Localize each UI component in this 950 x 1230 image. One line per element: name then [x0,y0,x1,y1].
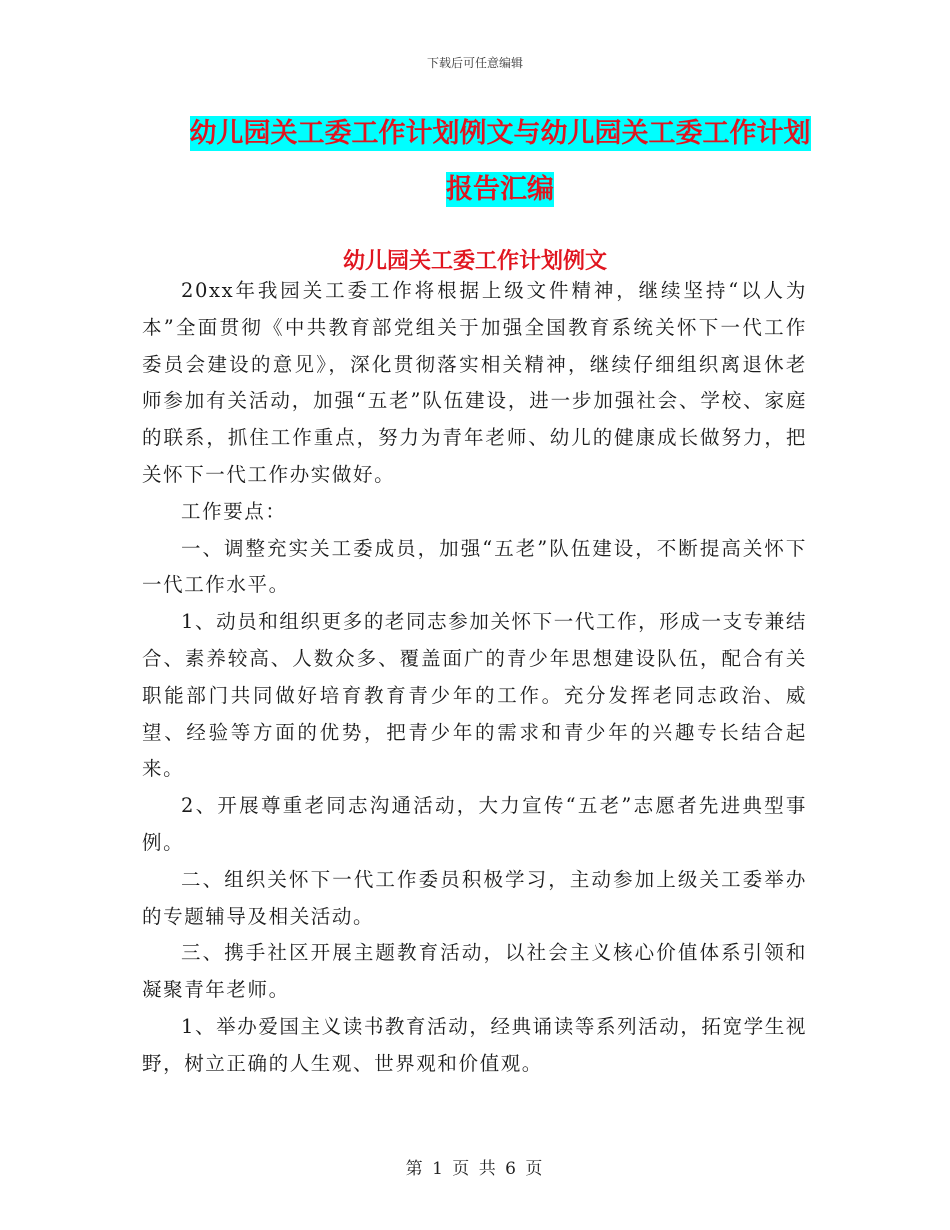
document-title-line-2: 报告汇编 [446,174,554,205]
paragraph: 1、动员和组织更多的老同志参加关怀下一代工作，形成一支专兼结合、素养较高、人数众多、覆盖面广的青少年思想建设队伍，配合有关职能部门共同做好培育教育青少年的工作。充分发挥老同志政治、威望、经验等方面的优势，把青少年的需求和青少年的兴趣专长结合起来。 [142,610,807,781]
document-title-line-1: 幼儿园关工委工作计划例文与幼儿园关工委工作计划 [189,118,811,149]
document-title [140,106,860,218]
paragraph: 1、举办爱国主义读书教育活动，经典诵读等系列活动，拓宽学生视野，树立正确的人生观、世界观和价值观。 [142,1014,807,1075]
section-title: 幼儿园关工委工作计划例文 [342,249,607,274]
paragraph: 2、开展尊重老同志沟通活动，大力宣传“五老”志愿者先进典型事例。 [142,794,807,854]
paragraph: 三、携手社区开展主题教育活动，以社会主义核心价值体系引领和凝聚青年老师。 [142,941,807,1002]
paragraph: 工作要点： [181,499,287,523]
paragraph: 一、调整充实关工委成员，加强“五老”队伍建设，不断提高关怀下一代工作水平。 [142,536,807,597]
body-text [142,273,807,1083]
paragraph: 20xx年我园关工委工作将根据上级文件精神，继续坚持“以人为本”全面贯彻《中共教育部党组关于加强全国教育系统关怀下一代工作委员会建设的意见》，深化贯彻落实相关精神，继续仔细组织离退休老师参加有关活动，加强“五老”队伍建设，进一步加强社会、学校、家庭的联系，抓住工作重点，努力为青年老师、幼儿的健康成长做努力，把关怀下一代工作办实做好。 [142,279,807,486]
header-note: 下载后可任意编辑 [426,56,523,70]
paragraph: 二、组织关怀下一代工作委员积极学习，主动参加上级关工委举办的专题辅导及相关活动。 [142,867,807,928]
page-footer: 第 1 页 共 6 页 [405,1159,545,1179]
